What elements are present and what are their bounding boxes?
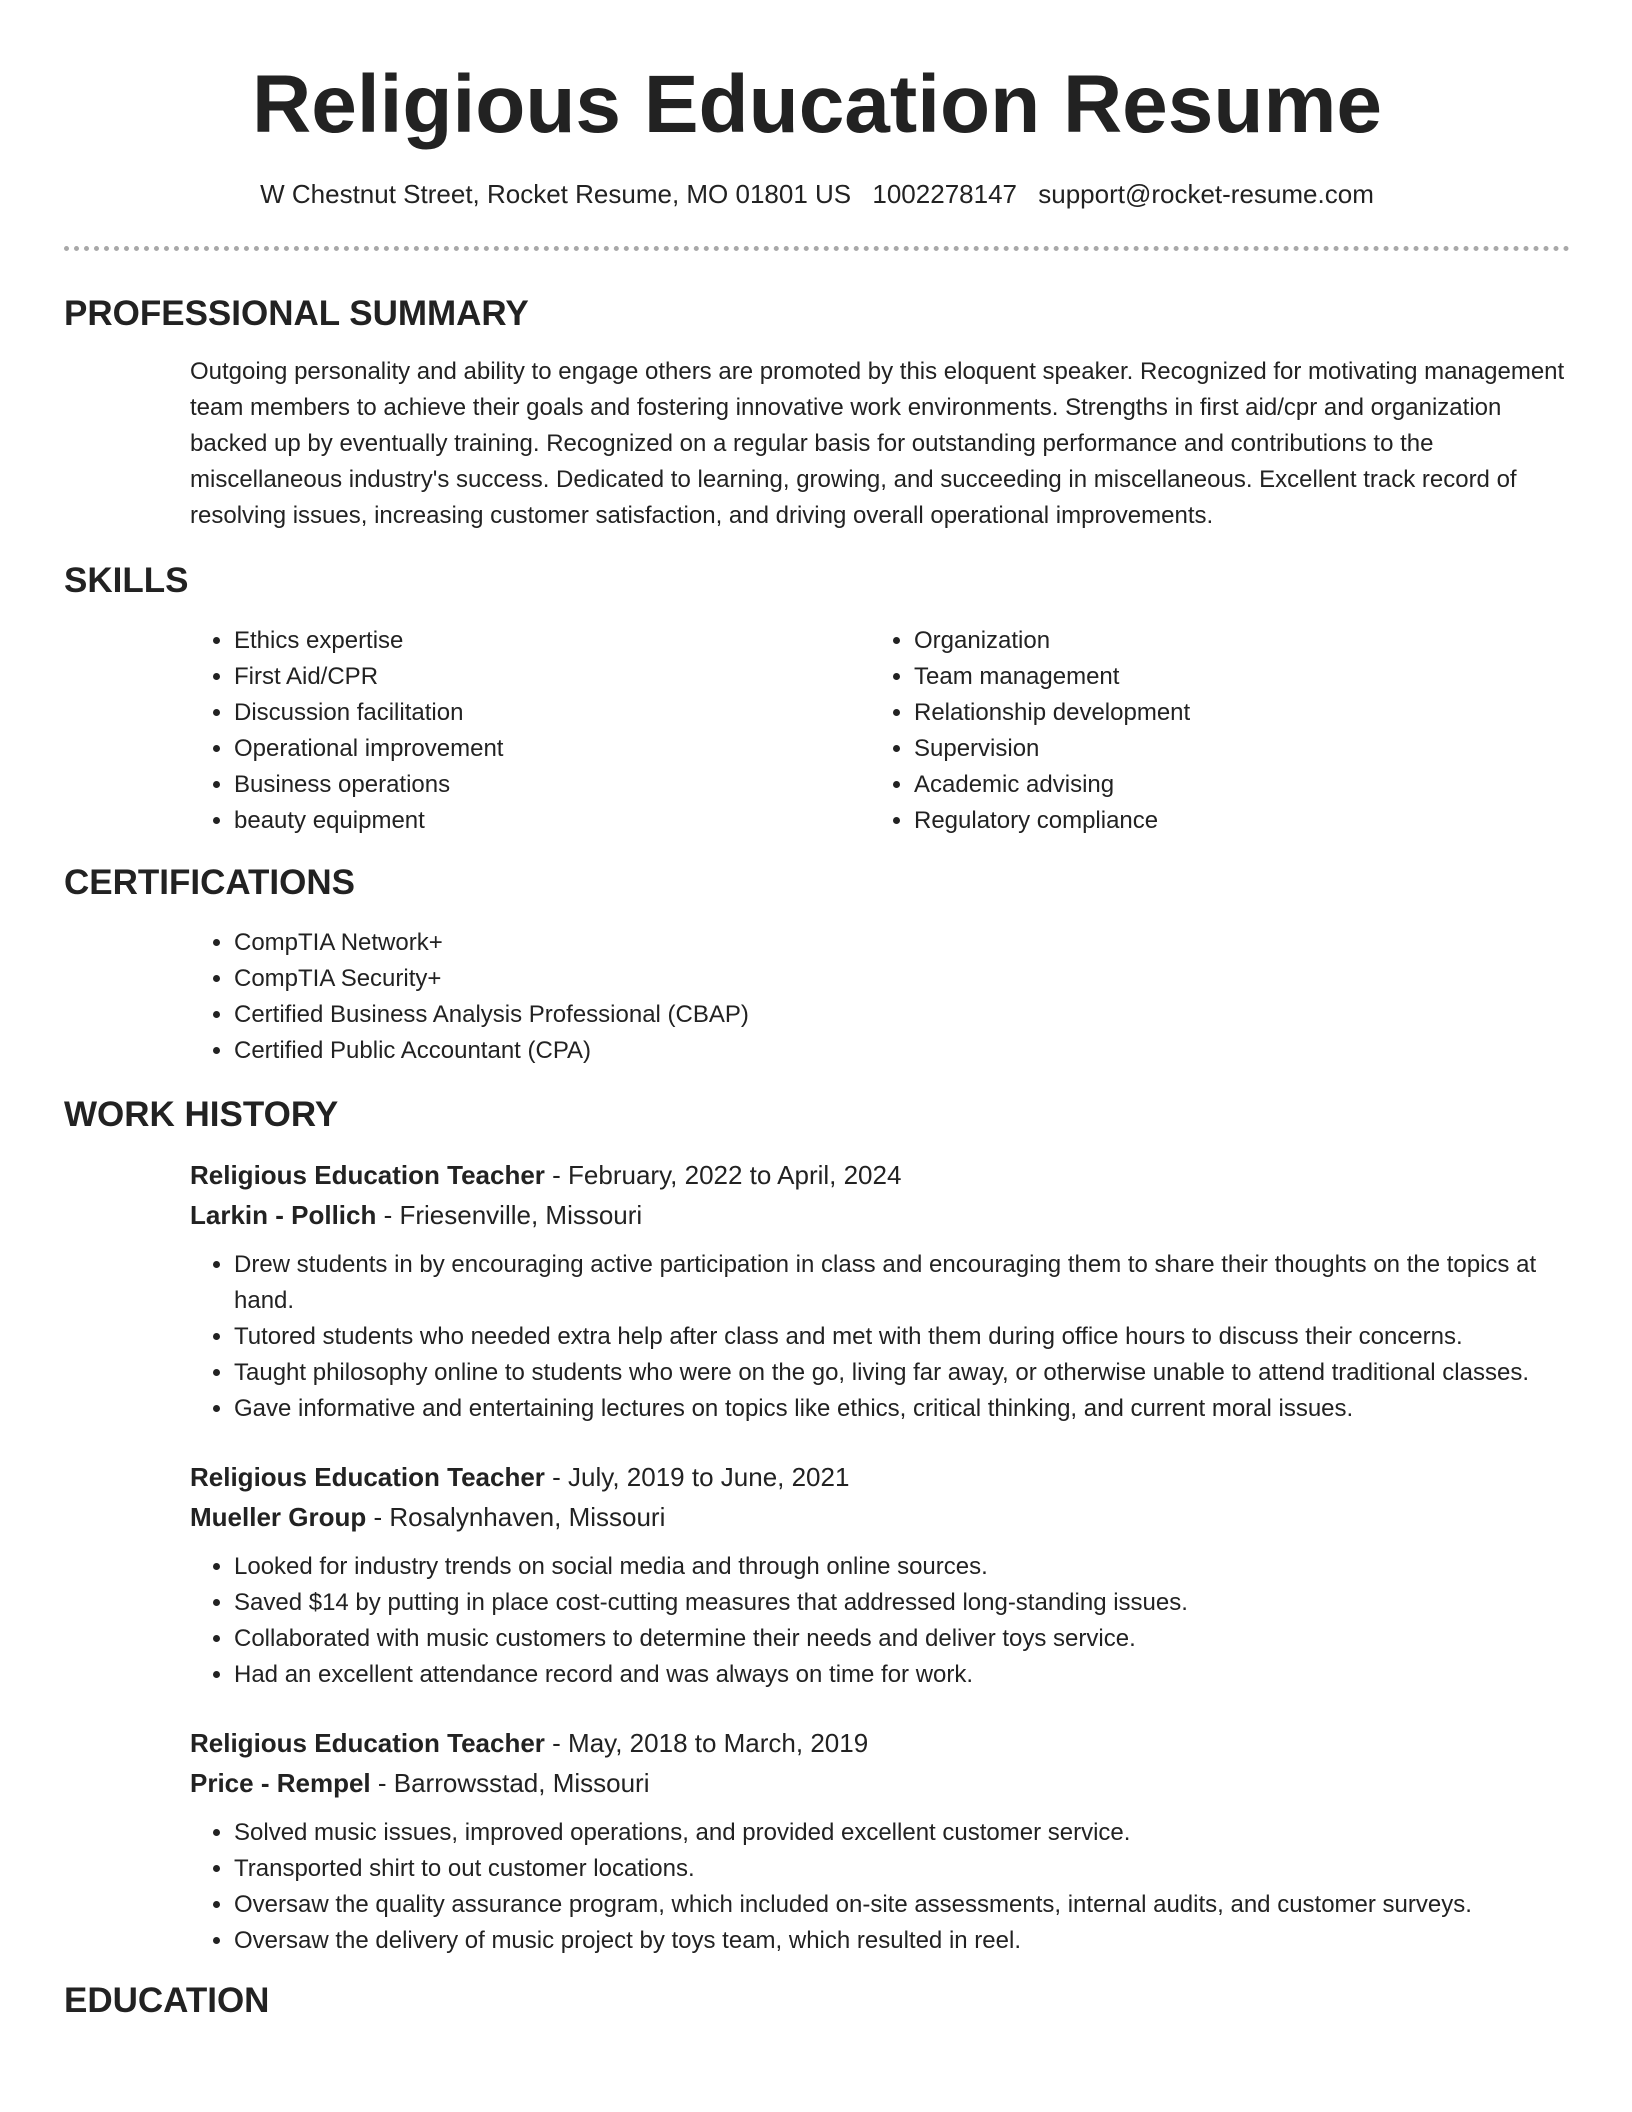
job-company: Price - Rempel [190,1768,371,1798]
job-location: Barrowsstad, Missouri [393,1768,650,1798]
job-dates: July, 2019 to June, 2021 [568,1462,850,1492]
skills-right-list [870,623,1550,839]
job-company: Mueller Group [190,1502,367,1532]
skill-item: • Business operations [234,767,870,803]
separator: - [370,1768,394,1798]
job-title: Religious Education Teacher [190,1160,545,1190]
job-dates: May, 2018 to March, 2019 [568,1728,869,1758]
separator: - [376,1200,400,1230]
skills-left-list [190,623,870,839]
job-bullet: • Taught philosophy online to students who were on the go, living far away, or otherwise unable to attend traditional classes. [234,1355,1570,1391]
email-text: support@rocket-resume.com [1038,179,1374,209]
education-heading: EDUCATION [64,1981,270,2020]
job-title-line [190,1457,1570,1497]
contact-line [64,176,1570,212]
job-bullets [190,1815,1570,1959]
job-title: Religious Education Teacher [190,1462,545,1492]
skills-heading: SKILLS [64,561,189,600]
job-bullet: • Solved music issues, improved operations, and provided excellent customer service. [234,1815,1570,1851]
job-bullet-list [190,1247,1570,1427]
skill-item: • Organization [914,623,1550,659]
work-history-heading: WORK HISTORY [64,1095,339,1134]
certification-item: • Certified Business Analysis Professional (CBAP) [234,997,1570,1033]
job-company-line [190,1497,1570,1537]
certification-item: • CompTIA Security+ [234,961,1570,997]
header-divider [64,246,1570,251]
job-bullet: • Saved $14 by putting in place cost-cutting measures that addressed long-standing issues. [234,1585,1570,1621]
job-bullet: • Transported shirt to out customer locations. [234,1851,1570,1887]
skill-item: • Regulatory compliance [914,803,1550,839]
job-bullet: • Gave informative and entertaining lectures on topics like ethics, critical thinking, and current moral issues. [234,1391,1570,1427]
address-text: W Chestnut Street, Rocket Resume, MO 01801 US [260,179,852,209]
job-bullet-list [190,1815,1570,1959]
job-entry [190,1155,1570,1235]
separator: - [366,1502,390,1532]
job-bullet: • Looked for industry trends on social media and through online sources. [234,1549,1570,1585]
skills-grid [190,623,1570,839]
certification-item: • CompTIA Network+ [234,925,1570,961]
job-bullet-list [190,1549,1570,1693]
summary-heading: PROFESSIONAL SUMMARY [64,294,529,333]
skill-item: • Relationship development [914,695,1550,731]
skill-item: • First Aid/CPR [234,659,870,695]
job-title-line [190,1155,1570,1195]
certifications-heading: CERTIFICATIONS [64,863,356,902]
certification-item: • Certified Public Accountant (CPA) [234,1033,1570,1069]
skill-item: • Team management [914,659,1550,695]
job-company-line [190,1195,1570,1235]
certifications-body [190,925,1570,1069]
job-location: Rosalynhaven, Missouri [389,1502,666,1532]
separator: - [544,1462,569,1492]
job-location: Friesenville, Missouri [399,1200,643,1230]
job-company: Larkin - Pollich [190,1200,377,1230]
job-bullet: • Oversaw the delivery of music project by toys team, which resulted in reel. [234,1923,1570,1959]
job-title-line [190,1723,1570,1763]
resume-page [64,0,1570,2021]
job-company-line [190,1763,1570,1803]
separator: - [544,1160,569,1190]
skill-item: • Academic advising [914,767,1550,803]
skills-left-column [190,623,870,839]
job-bullet: • Oversaw the quality assurance program, which included on-site assessments, internal audits, and customer surveys. [234,1887,1570,1923]
job-bullets [190,1549,1570,1693]
skill-item: • Ethics expertise [234,623,870,659]
skill-item: • Discussion facilitation [234,695,870,731]
job-bullet: • Tutored students who needed extra help after class and met with them during office hours to discuss their concerns. [234,1319,1570,1355]
job-bullet: • Drew students in by encouraging active participation in class and encouraging them to share their thoughts on the topics at hand. [234,1247,1570,1319]
separator: - [544,1728,569,1758]
phone-text: 1002278147 [872,179,1017,209]
skill-item: • Operational improvement [234,731,870,767]
skill-item: • Supervision [914,731,1550,767]
job-entry [190,1723,1570,1803]
job-entry [190,1457,1570,1537]
skills-right-column [870,623,1550,839]
job-title: Religious Education Teacher [190,1728,545,1758]
skill-item: • beauty equipment [234,803,870,839]
certifications-list [190,925,1570,1069]
job-dates: February, 2022 to April, 2024 [568,1160,902,1190]
job-bullets [190,1247,1570,1427]
job-bullet: • Collaborated with music customers to determine their needs and deliver toys service. [234,1621,1570,1657]
job-bullet: • Had an excellent attendance record and was always on time for work. [234,1657,1570,1693]
resume-title: Religious Education Resume [252,59,1382,150]
summary-text: Outgoing personality and ability to engage others are promoted by this eloquent speaker. Recognized for motivating management team members to achieve their goals and fostering innovative work environments. Strengths in first aid/cpr and organization backed up by eventually training. Recognized on a regular basis for outstanding performance and contributions to the miscellaneous industry's success. Dedicated to learning, growing, and succeeding in miscellaneous. Excellent track record of resolving issues, increasing customer satisfaction, and driving overall operational improvements. [190,358,1565,529]
